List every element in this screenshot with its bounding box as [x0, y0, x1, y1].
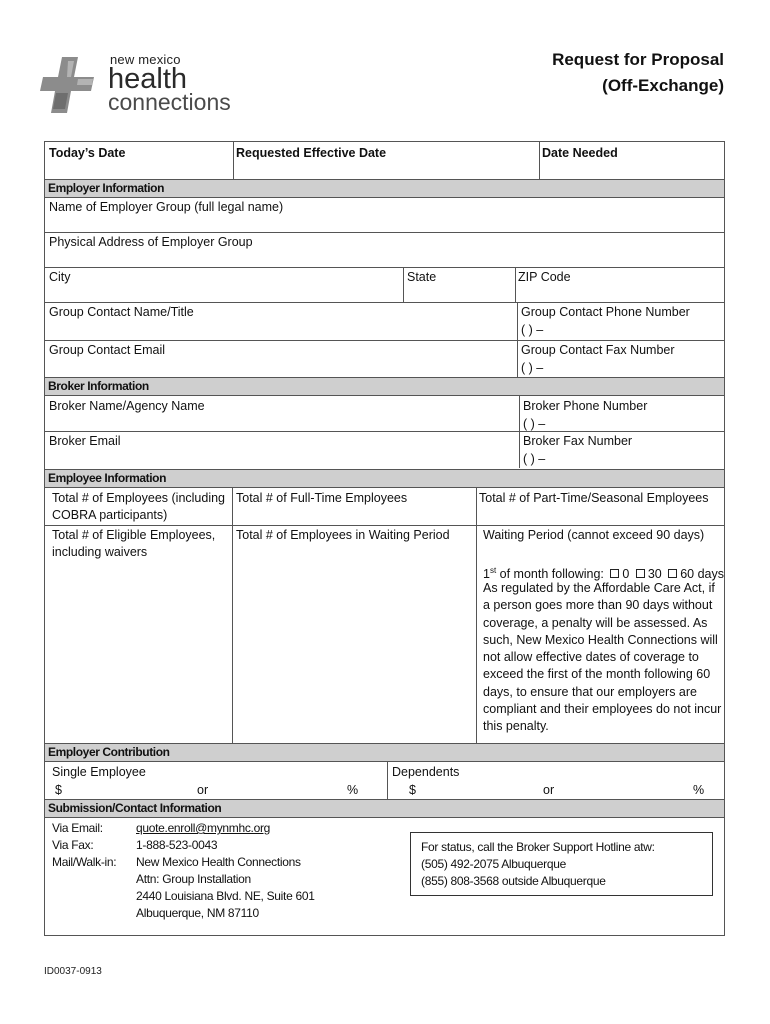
- employer-info-header: Employer Information: [45, 179, 724, 198]
- mail-line4: Albuquerque, NM 87110: [136, 906, 259, 920]
- todays-date-field[interactable]: Today’s Date: [49, 146, 126, 160]
- hotline-line1: For status, call the Broker Support Hotline atw:: [421, 840, 655, 854]
- contact-phone-format: ( ) –: [521, 323, 544, 337]
- hotline-line2: (505) 492-2075 Albuquerque: [421, 857, 566, 871]
- full-time-employees-field[interactable]: Total # of Full-Time Employees: [236, 491, 408, 505]
- submission-info-header: Submission/Contact Information: [45, 799, 724, 818]
- broker-phone-field[interactable]: Broker Phone Number: [523, 399, 648, 413]
- fax-value: 1-888-523-0043: [136, 838, 218, 852]
- logo-text-small: new mexico: [110, 52, 181, 67]
- wp-sup: st: [489, 566, 497, 575]
- dependents-dollar-symbol: $: [409, 783, 416, 797]
- employer-address-field[interactable]: Physical Address of Employer Group: [49, 235, 253, 249]
- waiting-period-employees-field[interactable]: Total # of Employees in Waiting Period: [236, 528, 450, 542]
- date-needed-field[interactable]: Date Needed: [542, 146, 618, 160]
- employee-info-header: Employee Information: [45, 469, 724, 488]
- email-link[interactable]: [136, 820, 270, 837]
- hotline-line3: (855) 808-3568 outside Albuquerque: [421, 874, 606, 888]
- mail-line1: New Mexico Health Connections: [136, 855, 301, 869]
- mail-label: Mail/Walk-in:: [52, 855, 117, 869]
- city-field[interactable]: City: [49, 270, 71, 284]
- logo-text-connections: connections: [108, 89, 231, 115]
- option-30-label: 30: [647, 567, 662, 581]
- option-30-checkbox[interactable]: [636, 569, 645, 578]
- broker-phone-format: ( ) –: [523, 417, 546, 431]
- logo-cross-icon: [38, 55, 108, 117]
- email-address[interactable]: quote.enroll@mynmhc.org: [136, 821, 271, 835]
- effective-date-field[interactable]: Requested Effective Date: [236, 146, 387, 160]
- part-time-employees-field[interactable]: Total # of Part-Time/Seasonal Employees: [479, 491, 709, 505]
- single-employee-field[interactable]: Single Employee: [52, 765, 146, 779]
- employer-contribution-header: Employer Contribution: [45, 743, 724, 762]
- single-or-label: or: [197, 783, 209, 797]
- contact-fax-field[interactable]: Group Contact Fax Number: [521, 343, 675, 357]
- single-dollar-symbol: $: [55, 783, 62, 797]
- dependents-percent-symbol: %: [693, 783, 705, 797]
- broker-fax-format: ( ) –: [523, 452, 546, 466]
- single-percent-symbol: %: [347, 783, 359, 797]
- wp-following: of month following:: [496, 567, 604, 581]
- contact-name-field[interactable]: Group Contact Name/Title: [49, 305, 194, 319]
- rfp-form: [44, 141, 725, 936]
- form-id-code: ID0037-0913: [44, 966, 102, 977]
- email-label: Via Email:: [52, 821, 103, 835]
- option-60-checkbox[interactable]: [668, 569, 677, 578]
- page-subtitle: (Off-Exchange): [602, 76, 724, 95]
- page-title: Request for Proposal: [552, 50, 724, 69]
- logo-text-health: health: [108, 63, 188, 95]
- option-0-label: 0: [622, 567, 630, 581]
- waiting-period-field[interactable]: Waiting Period (cannot exceed 90 days): [483, 528, 705, 542]
- option-60-label: 60 days: [680, 567, 724, 581]
- employer-name-field[interactable]: Name of Employer Group (full legal name): [49, 200, 284, 214]
- dependents-or-label: or: [543, 783, 555, 797]
- eligible-employees-field[interactable]: Total # of Eligible Employees, including waivers: [52, 528, 216, 559]
- mail-line2: Attn: Group Installation: [136, 872, 251, 886]
- option-0-checkbox[interactable]: [610, 569, 619, 578]
- fax-label: Via Fax:: [52, 838, 94, 852]
- broker-email-field[interactable]: Broker Email: [49, 434, 121, 448]
- wp-prefix: 1: [483, 567, 490, 581]
- zip-field[interactable]: ZIP Code: [518, 270, 571, 284]
- broker-name-field[interactable]: Broker Name/Agency Name: [49, 399, 205, 413]
- contact-fax-format: ( ) –: [521, 361, 544, 375]
- state-field[interactable]: State: [407, 270, 437, 284]
- aca-notice-text: As regulated by the Affordable Care Act, if a person goes more than 90 days without coverage, a penalty will be assessed. As such, New Mexico Health Connections will not allow effective dates of coverage to exceed the first of the month following 60 days, to ensure that our employers are compliant and their employees do not incur this penalty.: [483, 581, 722, 734]
- broker-fax-field[interactable]: Broker Fax Number: [523, 434, 633, 448]
- contact-email-field[interactable]: Group Contact Email: [49, 343, 166, 357]
- hotline-box: [410, 832, 713, 896]
- broker-info-header: Broker Information: [45, 377, 724, 396]
- dependents-field[interactable]: Dependents: [392, 765, 460, 779]
- contact-phone-field[interactable]: Group Contact Phone Number: [521, 305, 690, 319]
- mail-line3: 2440 Louisiana Blvd. NE, Suite 601: [136, 889, 315, 903]
- total-employees-field[interactable]: Total # of Employees (including COBRA participants): [52, 491, 226, 522]
